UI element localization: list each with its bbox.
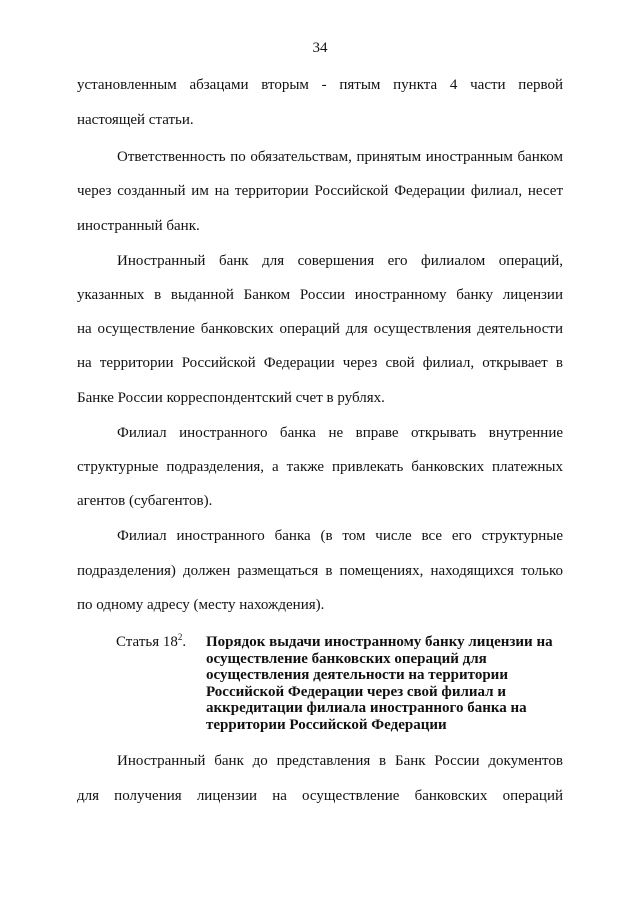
article-title-line: аккредитации филиала иностранного банка на [206,700,527,716]
article-label-sup: 2 [177,632,183,642]
article-label-text: Статья 18 [116,634,178,650]
paragraph-line: для получения лицензии на осуществление банковских операций [77,788,563,804]
paragraph-line: Банке России корреспондентский счет в рублях. [77,390,385,406]
paragraph-line: структурные подразделения, а также привлекать банковских платежных [77,459,563,475]
article-title [206,634,566,733]
paragraph-line: указанных в выданной Банком России иностранному банку лицензии [77,287,563,303]
paragraph-line: на осуществление банковских операций для осуществления деятельности [77,321,563,337]
paragraph-line: Ответственность по обязательствам, принятым иностранным банком [117,149,563,165]
paragraph-line: агентов (субагентов). [77,493,213,509]
paragraph-line: настоящей статьи. [77,112,194,128]
paragraph-line: Филиал иностранного банка не вправе открывать внутренние [117,425,563,441]
paragraph-line: Филиал иностранного банка (в том числе все его структурные [117,528,563,544]
article-title-line: территории Российской Федерации [206,716,447,733]
paragraph-line: по одному адресу (месту нахождения). [77,597,325,613]
paragraph-line: через созданный им на территории Российской Федерации филиал, несет [77,183,563,199]
article-label-suffix: . [182,634,187,650]
page-number: 34 [312,40,328,56]
paragraph-line: на территории Российской Федерации через свой филиал, открывает в [77,355,563,371]
paragraph-line: Иностранный банк до представления в Банк России документов [117,753,563,769]
paragraph-line: Иностранный банк для совершения его филиалом операций, [117,253,563,269]
article-title-line: осуществления деятельности на территории [206,667,508,683]
article-title-line: Порядок выдачи иностранному банку лицензии на [206,634,553,650]
article-title-line: осуществление банковских операций для [206,650,487,667]
article-label [116,633,186,651]
paragraph-line: установленным абзацами вторым - пятым пункта 4 части первой [77,77,563,93]
paragraph-line: подразделения) должен размещаться в помещениях, находящихся только [77,563,563,579]
paragraph-line: иностранный банк. [77,218,200,234]
article-title-line: Российской Федерации через свой филиал и [206,683,506,700]
